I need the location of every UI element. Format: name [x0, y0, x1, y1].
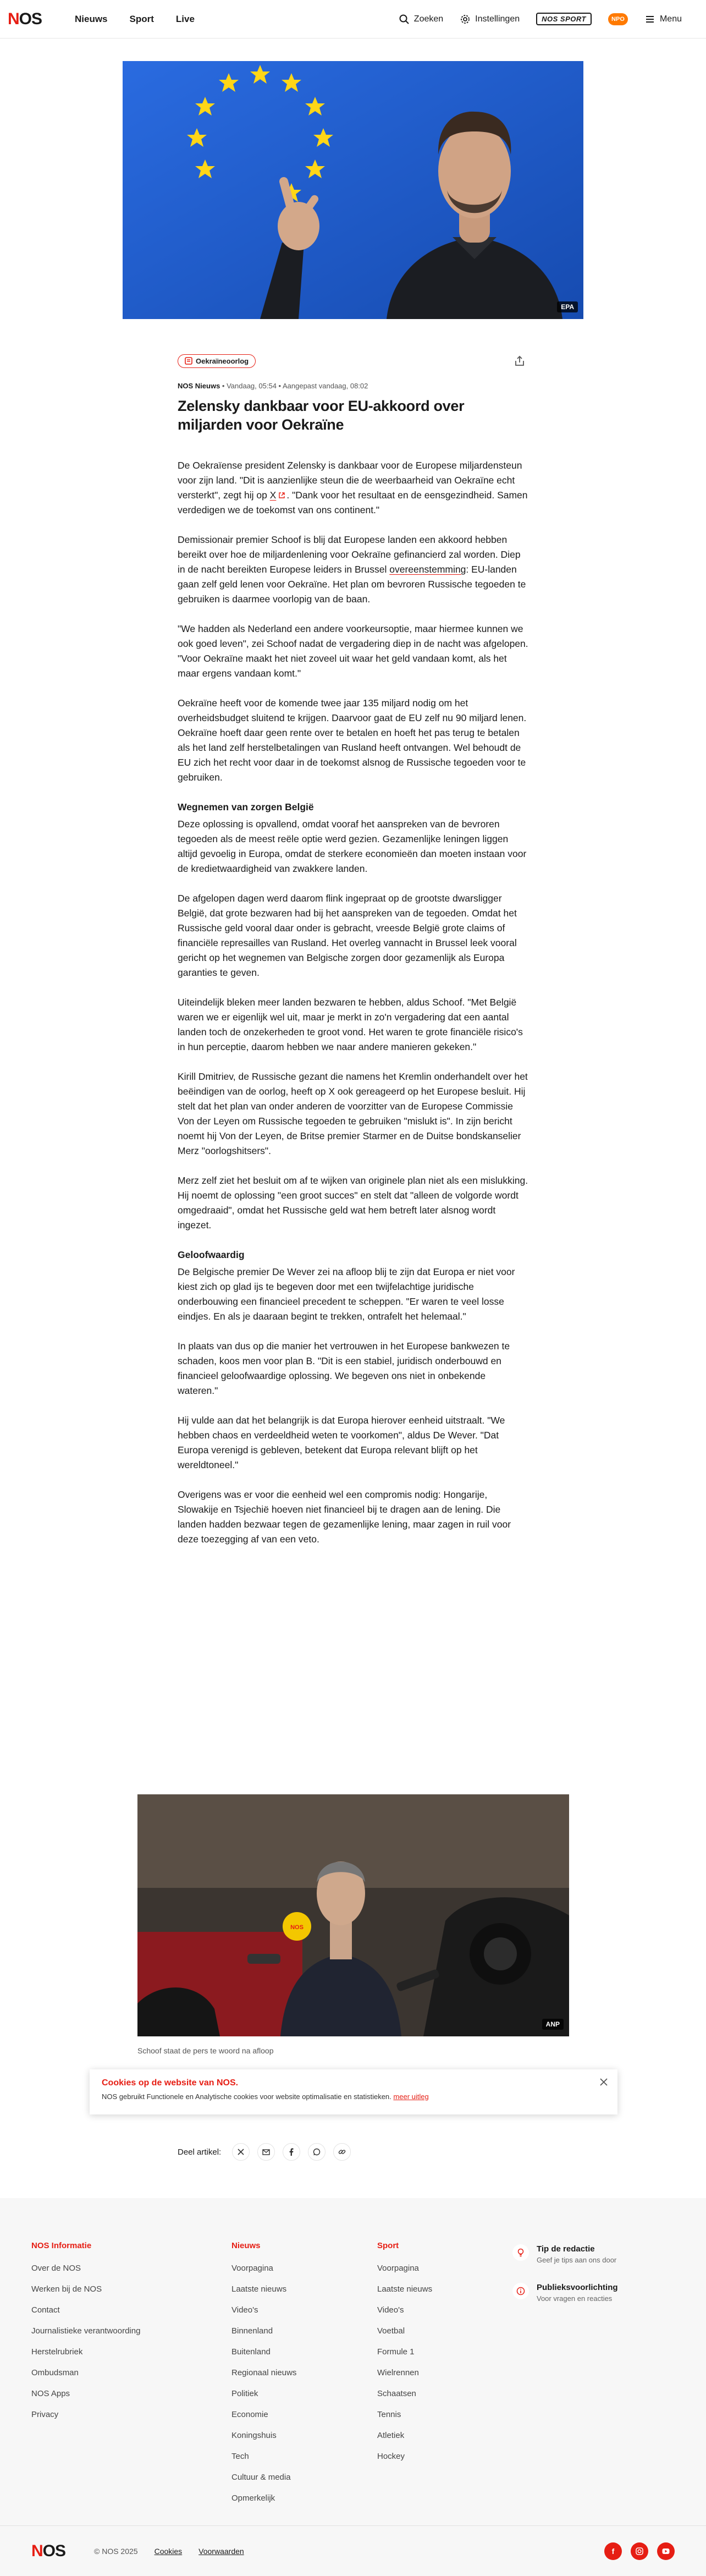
- article-title: Zelensky dankbaar voor EU-akkoord over miljarden voor Oekraïne: [178, 398, 465, 433]
- footer-link[interactable]: NOS Apps: [31, 2389, 70, 2398]
- paragraph: Deze oplossing is opvallend, omdat vooraf het aanspreken van de bevroren tegoeden als de meest reële optie werd gezien. Gezamenlijke leningen liggen altijd gevoelig in Europa, omdat de sterkere economieën dan moeten instaan voor de kredietwaardigheid van zwakkere landen.: [178, 819, 527, 874]
- paragraph: "We hadden als Nederland een andere voorkeursoptie, maar hiermee kunnen we ook goed leven", zei Schoof nadat de vergadering diep in de nacht was afgelopen. "Voor Oekraïne maakt het niet zoveel uit waar het geld vandaan komt, als het maar ergens vandaan komt.": [178, 623, 528, 679]
- subheading: Geloofwaardig: [178, 1249, 245, 1260]
- tip-title: Tip de redactie: [537, 2244, 595, 2254]
- settings-label: Instellingen: [475, 14, 520, 24]
- tip-sub: Voor vragen en reacties: [537, 2294, 613, 2303]
- site-footer: [0, 2198, 706, 2576]
- x-icon: [238, 2149, 244, 2155]
- footer-link[interactable]: Atletiek: [377, 2431, 405, 2440]
- footer-col-title: NOS Informatie: [31, 2241, 92, 2250]
- footer-link[interactable]: Voorpagina: [377, 2264, 419, 2273]
- paragraph: [178, 458, 528, 518]
- topic-tag[interactable]: [178, 354, 256, 368]
- article-meta: NOS Nieuws • Vandaag, 05:54 • Aangepast vandaag, 08:02: [178, 382, 368, 390]
- paragraph: Oekraïne heeft voor de komende twee jaar 135 miljard nodig om het overheidsbudget sluitend te krijgen. Daarvoor gaat de EU zelf nu 90 miljard lenen. Oekraïne hoeft daar geen rente over te betalen en hoeft het pas terug te betalen als het land zelf herstelbetalingen van Rusland heeft ontvangen. Wel behoudt de EU zich het recht voor daar in de toekomst alsnog de Russische tegoeden voor te gebruiken.: [178, 697, 527, 783]
- footer-link[interactable]: Over de NOS: [31, 2264, 81, 2273]
- share-whatsapp-button[interactable]: [308, 2143, 326, 2161]
- footer-link[interactable]: Video's: [231, 2305, 258, 2315]
- paragraph-text: : EU-landen gaan zelf geld lenen voor Oekraïne. Het plan om bevroren Russische tegoeden te gebruiken is daarmee voorlopig van de baan.: [178, 564, 526, 605]
- share-icon: [514, 355, 526, 367]
- lightbulb-icon: [512, 2244, 529, 2261]
- share-button[interactable]: [511, 352, 528, 370]
- share-facebook-button[interactable]: [283, 2143, 300, 2161]
- header-actions: [399, 13, 682, 25]
- photo-caption: Schoof staat de pers te woord na afloop: [137, 2046, 274, 2055]
- tip-title: Publieksvoorlichting: [537, 2283, 618, 2292]
- settings-button[interactable]: [460, 14, 520, 25]
- cookie-banner: [90, 2069, 617, 2114]
- footer-link[interactable]: Wielrennen: [377, 2368, 419, 2377]
- search-icon: [399, 14, 410, 25]
- footer-link[interactable]: Schaatsen: [377, 2389, 416, 2398]
- paragraph: Merz zelf ziet het besluit om af te wijken van originele plan niet als een mislukking. Hij noemt de oplossing "een groot succes" en stelt dat "alleen de volgorde wordt omgedraaid", omdat het Russische geld wat hem betreft later alsnog wordt ingezet.: [178, 1175, 528, 1231]
- footer-link[interactable]: Laatste nieuws: [231, 2284, 287, 2294]
- cookie-more-link[interactable]: meer uitleg: [393, 2092, 429, 2101]
- footer-link[interactable]: Voetbal: [377, 2326, 405, 2336]
- nav-live[interactable]: Live: [175, 13, 195, 24]
- hamburger-icon: [644, 14, 655, 25]
- menu-label: Menu: [659, 14, 682, 24]
- footer-link[interactable]: Economie: [231, 2410, 268, 2419]
- paragraph: De afgelopen dagen werd daarom flink ingepraat op de grootste dwarsligger België, dat grote bezwaren had bij het aanspreken van de tegoeden. Omdat het Russische geld vooral daar onder is gebracht, vreesde België grote claims of financiële represailles van Rusland. Het overleg vannacht in Brussel leek vooral gericht op het wegnemen van Belgische zorgen door gezamenlijk als Europa garanties te geven.: [178, 893, 517, 978]
- cookies-link[interactable]: Cookies: [154, 2546, 183, 2556]
- facebook-icon[interactable]: f: [604, 2542, 622, 2560]
- paragraph: De Belgische premier De Wever zei na afloop blij te zijn dat Europa er niet voor kiest zich op glad ijs te begeven door met een twijfelachtige juridische onderbouwing een financieel precedent te scheppen. "Er waren te veel losse eindjes. En als je daaraan begint te trekken, ontrafelt het helemaal.": [178, 1266, 515, 1322]
- nos-sport-link[interactable]: NOS SPORT: [536, 13, 592, 25]
- footer-logo[interactable]: N OS: [31, 2541, 66, 2560]
- close-icon[interactable]: [598, 2076, 610, 2088]
- share-row: [178, 2143, 351, 2161]
- search-label: Zoeken: [413, 14, 444, 24]
- footer-link[interactable]: Laatste nieuws: [377, 2284, 433, 2294]
- whatsapp-icon: [313, 2148, 321, 2156]
- share-label: Deel artikel:: [178, 2147, 222, 2157]
- paragraph: Hij vulde aan dat het belangrijk is dat Europa hierover eenheid uitstraalt. "We hebben chaos en verdeeldheid weten te voorkomen", aldus De Wever. "Dat Europa verenigd is gebleven, betekent dat Europa relevant blijft op het wereldtoneel.": [178, 1415, 505, 1470]
- paragraph: In plaats van dus op die manier het vertrouwen in het Europese bankwezen te schaden, koos men voor plan B. "Dit is een stabiel, juridisch onderbouwd en financieel geloofwaardige oplossing. We begeven ons niet in onbekende wateren.": [178, 1341, 510, 1396]
- footer-link[interactable]: Binnenland: [231, 2326, 273, 2336]
- facebook-icon: [289, 2148, 294, 2156]
- paragraph-text: . "Dank voor het resultaat en de eensgezindheid. Samen verdedigen we de toekomst van ons continent.": [178, 490, 528, 515]
- inline-photo: [137, 1794, 569, 2036]
- article-updated: Aangepast vandaag, 08:02: [282, 382, 368, 390]
- share-x-button[interactable]: [232, 2143, 250, 2161]
- mic-logo: NOS: [290, 1924, 304, 1931]
- terms-link[interactable]: Voorwaarden: [198, 2546, 244, 2556]
- cookie-desc: NOS gebruikt Functionele en Analytische cookies voor website optimalisatie en statistieken.: [102, 2092, 391, 2101]
- share-copy-link-button[interactable]: [333, 2143, 351, 2161]
- topic-icon: [185, 357, 192, 365]
- main-nav: [75, 14, 195, 25]
- overeenstemming-link[interactable]: overeenstemming: [389, 564, 466, 575]
- tag-row: [178, 352, 528, 370]
- tip-sub: Geef je tips aan ons door: [537, 2256, 617, 2264]
- footer-bottom: [0, 2525, 706, 2576]
- footer-col-sport: [377, 2241, 432, 2467]
- site-header: [0, 0, 706, 39]
- info-icon: [512, 2283, 529, 2299]
- footer-link[interactable]: Herstelrubriek: [31, 2347, 83, 2357]
- nav-sport[interactable]: Sport: [129, 13, 154, 24]
- footer-link[interactable]: Journalistieke verantwoording: [31, 2326, 141, 2336]
- footer-link[interactable]: Cultuur & media: [231, 2473, 291, 2482]
- article-source: NOS Nieuws: [178, 382, 220, 390]
- footer-link[interactable]: Ombudsman: [31, 2368, 79, 2377]
- footer-link[interactable]: Tech: [231, 2452, 249, 2461]
- paragraph-text: Demissionair premier Schoof is blij dat Europese landen een akkoord hebben bereikt over hoe de miljardenlening voor Oekraïne gefinancierd zal worden. Diep in de nacht bereikten Europese leiders in Brussel: [178, 534, 521, 575]
- footer-link[interactable]: Contact: [31, 2305, 60, 2315]
- footer-link[interactable]: Voorpagina: [231, 2264, 273, 2273]
- nav-nieuws[interactable]: Nieuws: [75, 13, 108, 24]
- hero-image: [123, 61, 583, 319]
- footer-link[interactable]: Regionaal nieuws: [231, 2368, 297, 2377]
- link-icon: [338, 2148, 346, 2156]
- subheading: Wegnemen van zorgen België: [178, 801, 314, 812]
- nos-logo[interactable]: N OS: [8, 9, 42, 28]
- footer-col-title: Nieuws: [231, 2241, 261, 2250]
- cookie-text: [102, 2092, 605, 2101]
- footer-link[interactable]: Werken bij de NOS: [31, 2284, 102, 2294]
- footer-col-nieuws: [231, 2241, 296, 2509]
- footer-link[interactable]: Politiek: [231, 2389, 258, 2398]
- search-button[interactable]: [399, 14, 443, 25]
- footer-link[interactable]: Buitenland: [231, 2347, 271, 2357]
- paragraph: [178, 532, 528, 607]
- x-link[interactable]: X: [269, 490, 277, 501]
- article-body: [178, 458, 528, 1547]
- photo-credit: ANP: [542, 2019, 564, 2030]
- gear-icon: [460, 14, 471, 25]
- share-email-button[interactable]: [257, 2143, 275, 2161]
- external-link-icon: [278, 492, 285, 499]
- paragraph: Overigens was er voor die eenheid wel een compromis nodig: Hongarije, Slowakije en Tsjechië hoeven niet financieel bij te dragen aan de lening. Die landen hadden bezwaar tegen de gezamenlijke lening, maar zagen in ruil voor deze toezegging af van een veto.: [178, 1489, 511, 1545]
- hero-illustration: [123, 61, 583, 319]
- footer-link[interactable]: Opmerkelijk: [231, 2493, 275, 2503]
- social-links: [604, 2542, 675, 2560]
- photo-credit: EPA: [557, 301, 578, 312]
- paragraph: Uiteindelijk bleken meer landen bezwaren te hebben, aldus Schoof. "Met België waren we er eigenlijk wel uit, maar je merkt in zo'n vergadering dat een aantal landen toch de onzekerheden te groot vond. Het waren te grote financiële risico's in hun perceptie, daarom hebben we naar andere manieren gekeken.": [178, 997, 523, 1052]
- copyright: © NOS 2025: [94, 2546, 138, 2556]
- npo-link[interactable]: NPO: [608, 13, 628, 25]
- cookie-title: Cookies op de website van NOS.: [102, 2078, 239, 2088]
- footer-col-info: [31, 2241, 140, 2425]
- instagram-icon[interactable]: [631, 2542, 648, 2560]
- paragraph: Kirill Dmitriev, de Russische gezant die namens het Kremlin onderhandelt over het beëindigen van de oorlog, heeft op X ook gereageerd op het Europese besluit. Hij stelt dat het plan van onder anderen de voorzitter van de Europese Commissie Von der Leyen om Russische tegoeden te gebruiken "mislukt is". In zijn bericht noemt hij Von der Leyen, de Britse premier Starmer en de Duitse bondskanselier Merz "oorlogshitsers".: [178, 1071, 528, 1156]
- mail-icon: [262, 2149, 270, 2155]
- publieksvoorlichting[interactable]: [512, 2283, 618, 2303]
- youtube-icon[interactable]: [657, 2542, 675, 2560]
- paragraph-text: De Oekraïense president Zelensky is dankbaar voor de Europese miljardensteun voor zijn land. "Dit is aanzienlijke steun die de weerbaarheid van Oekraïne echt versterkt", zegt hij op: [178, 460, 522, 501]
- press-illustration: [137, 1794, 569, 2036]
- footer-link[interactable]: Koningshuis: [231, 2431, 277, 2440]
- menu-button[interactable]: [644, 14, 682, 25]
- topic-tag-label: Oekraïneoorlog: [196, 356, 249, 365]
- article-published: Vandaag, 05:54: [227, 382, 277, 390]
- footer-link[interactable]: Privacy: [31, 2410, 59, 2419]
- footer-link[interactable]: Formule 1: [377, 2347, 415, 2357]
- article: [178, 352, 528, 1562]
- tip-redactie[interactable]: [512, 2244, 616, 2264]
- footer-link[interactable]: Video's: [377, 2305, 404, 2315]
- footer-col-title: Sport: [377, 2241, 399, 2250]
- footer-link[interactable]: Hockey: [377, 2452, 405, 2461]
- footer-link[interactable]: Tennis: [377, 2410, 401, 2419]
